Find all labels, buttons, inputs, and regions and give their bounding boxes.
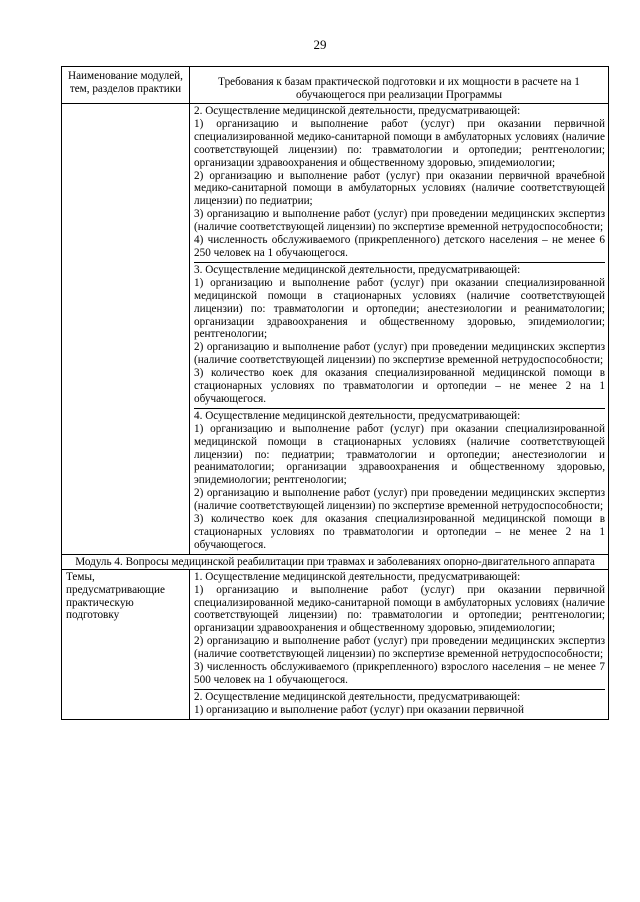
module-title: Модуль 4. Вопросы медицинской реабилитации при травмах и заболеваниях опорно-двигательного аппарата (62, 554, 609, 569)
table-header-row (62, 67, 609, 104)
requirements-cell-module (190, 569, 609, 719)
block-title: 4. Осуществление медицинской деятельности, предусматривающей: (194, 409, 521, 422)
block-item: 2) организацию и выполнение работ (услуг) при проведении медицинских экспертиз (наличие соответствующей лицензии) по экспертизе временной нетрудоспособности; (194, 487, 605, 513)
table-row-module (62, 569, 609, 719)
block-item: 3) численность обслуживаемого (прикрепленного) взрослого населения – не менее 7 500 человек на 1 обучающегося. (194, 661, 605, 686)
block-item: 1) организацию и выполнение работ (услуг) при оказании специализированной медицинской помощи в стационарных условиях (наличие соответствующей лицензии) по: травматологии и ортопедии; анестезиологии и реаниматологии; организации здравоохранения и общественному здоровью, эпидемиологии; рентгенологии; (194, 276, 605, 341)
topic-label: Темы, предусматривающие практическую подготовку (62, 569, 190, 719)
block-title: 1. Осуществление медицинской деятельности, предусматривающей: (194, 570, 521, 583)
block-item: 1) организацию и выполнение работ (услуг) при оказании первичной специализированной медико-санитарной помощи в амбулаторных условиях (наличие соответствующей лицензии) по: травматологии и ортопедии; рентгенологии; организации здравоохранения и общественному здоровью, эпидемиологии; (194, 583, 605, 635)
block-item: 1) организацию и выполнение работ (услуг) при оказании первичной (194, 703, 524, 716)
requirement-block (194, 570, 605, 689)
requirement-block (194, 408, 605, 554)
block-item: 2) организацию и выполнение работ (услуг) при оказании первичной врачебной медико-санитарной помощи в амбулаторных условиях (наличие соответствующей лицензии) по педиатрии; (194, 169, 605, 208)
requirements-cell-continued (190, 104, 609, 555)
requirements-table (61, 66, 609, 720)
requirement-block (194, 104, 605, 262)
block-item: 3) количество коек для оказания специализированной медицинской помощи в стационарных условиях по травматологии и ортопедии – не менее 2 на 1 обучающегося. (194, 367, 605, 405)
page-number: 29 (313, 37, 327, 52)
block-item: 4) численность обслуживаемого (прикрепленного) детского населения – не менее 6 250 человек на 1 обучающегося. (194, 234, 605, 259)
header-modules-column: Наименование модулей, тем, разделов практики (62, 67, 190, 104)
module-title-row (62, 554, 609, 569)
empty-topic-cell (62, 104, 190, 555)
requirement-block (194, 262, 605, 408)
header-requirements-column: Требования к базам практической подготовки и их мощности в расчете на 1 обучающегося при реализации Программы (190, 67, 609, 104)
block-item: 1) организацию и выполнение работ (услуг) при оказании первичной специализированной медико-санитарной помощи в амбулаторных условиях (наличие соответствующей лицензии) по: травматологии и ортопедии; рентгенологии; организации здравоохранения и общественному здоровью, эпидемиологии; (194, 117, 605, 169)
block-title: 3. Осуществление медицинской деятельности, предусматривающей: (194, 263, 521, 276)
block-item: 3) количество коек для оказания специализированной медицинской помощи в стационарных условиях по травматологии и ортопедии – не менее 2 на 1 обучающегося. (194, 513, 605, 551)
block-item: 3) организацию и выполнение работ (услуг) при проведении медицинских экспертиз (наличие соответствующей лицензии) по экспертизе временной нетрудоспособности; (194, 208, 605, 234)
block-title: 2. Осуществление медицинской деятельности, предусматривающей: (194, 690, 521, 703)
block-title: 2. Осуществление медицинской деятельности, предусматривающей: (194, 105, 521, 117)
block-item: 1) организацию и выполнение работ (услуг) при оказании специализированной медицинской помощи в стационарных условиях (наличие соответствующей лицензии) по: педиатрии; травматологии и ортопедии; анестезиологии и реаниматологии; организации здравоохранения и общественному здоровью, эпидемиологии; рентгенологии; (194, 422, 605, 487)
table-row-continued (62, 104, 609, 555)
block-item: 2) организацию и выполнение работ (услуг) при проведении медицинских экспертиз (наличие соответствующей лицензии) по экспертизе временной нетрудоспособности; (194, 635, 605, 661)
block-item: 2) организацию и выполнение работ (услуг) при проведении медицинских экспертиз (наличие соответствующей лицензии) по экспертизе временной нетрудоспособности; (194, 341, 605, 367)
requirement-block (194, 689, 605, 719)
